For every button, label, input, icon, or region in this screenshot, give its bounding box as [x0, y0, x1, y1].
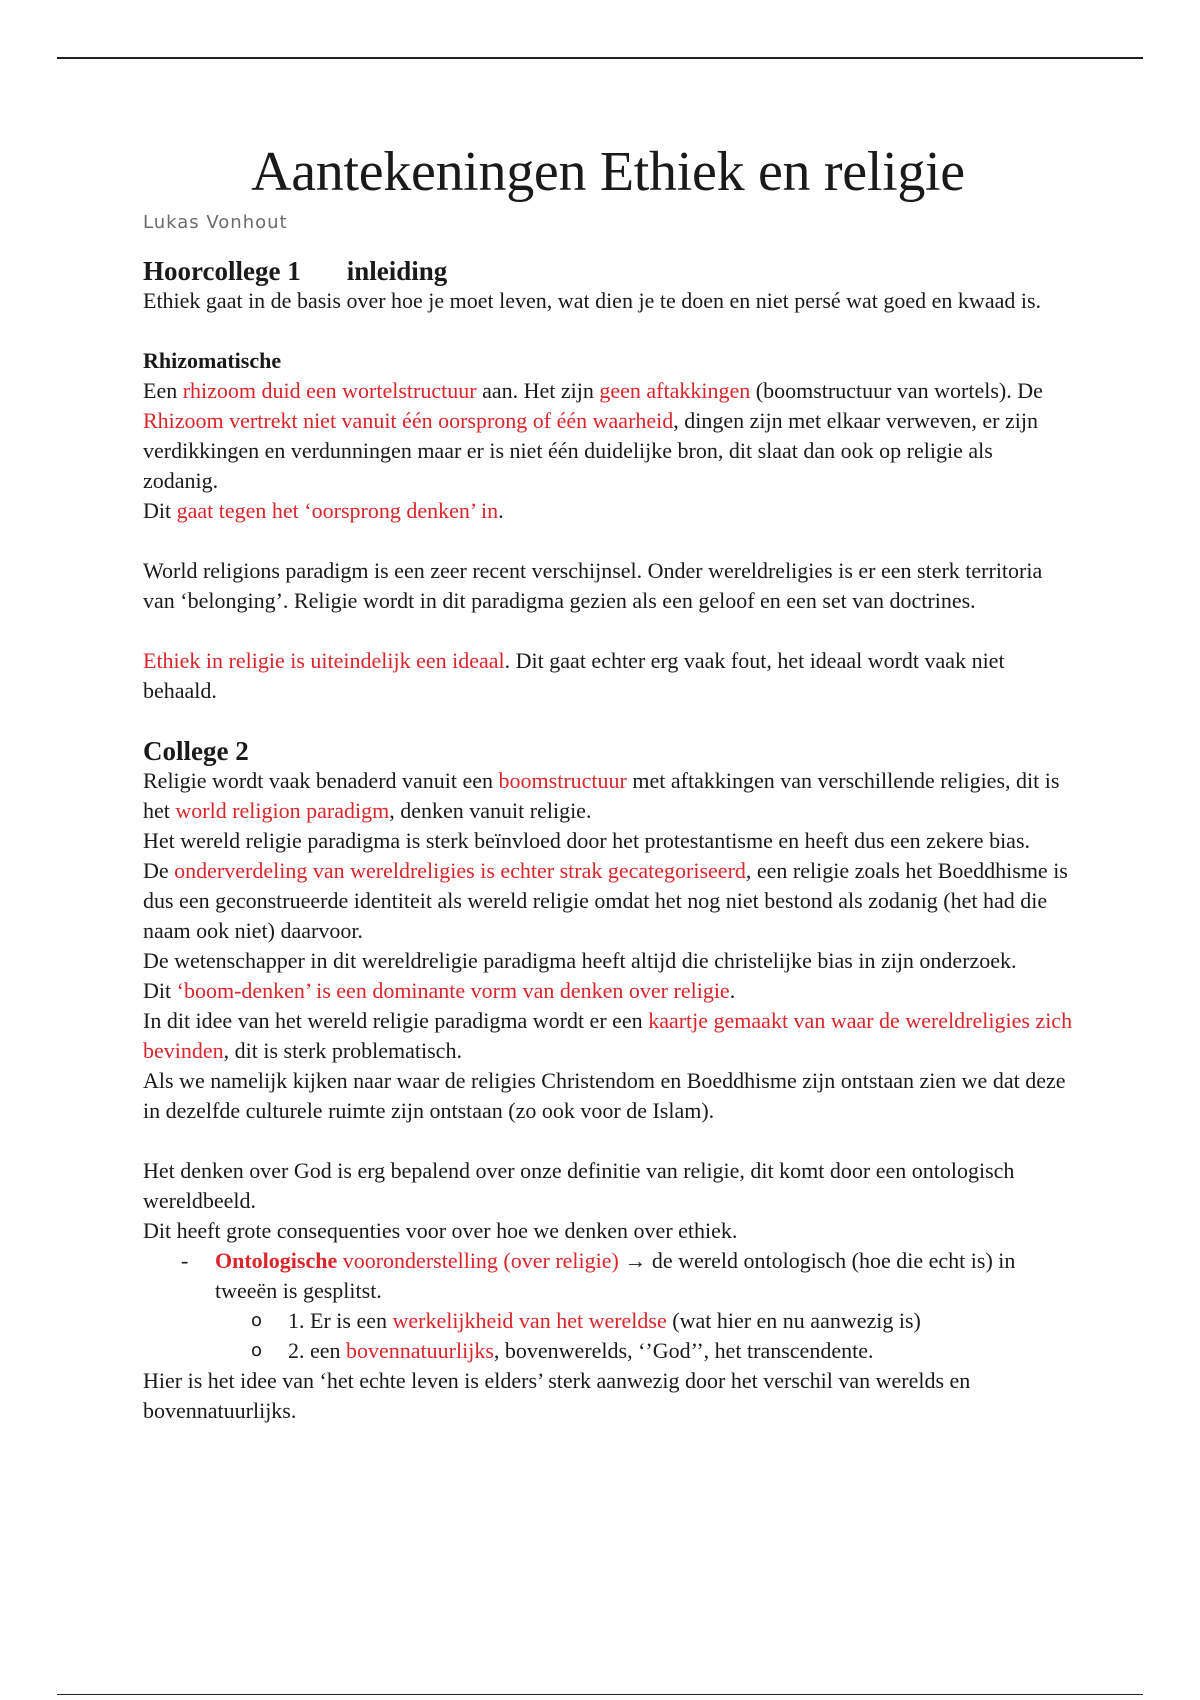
text-span: 2. een: [288, 1338, 347, 1363]
highlight-span: vooronderstelling (over religie): [337, 1248, 619, 1273]
section-heading-college-2: College 2: [143, 736, 249, 766]
list-item: [143, 1246, 1073, 1306]
highlight-span: kaartje gemaakt van waar de wereldreligies zich bevinden: [143, 1008, 1073, 1063]
text-span: De: [143, 858, 175, 883]
section-heading-label: Hoorcollege 1: [143, 256, 301, 286]
text-span: Religie wordt vaak benaderd vanuit een: [143, 768, 499, 793]
text-span: 1. Er is een: [288, 1308, 393, 1333]
text-span: In dit idee van het wereld religie paradigma wordt er een: [143, 1008, 649, 1033]
highlight-span: gaat tegen het ‘oorsprong denken’ in: [176, 498, 499, 523]
list-item: [143, 1336, 1073, 1366]
highlight-span: Ethiek in religie is uiteindelijk een ideaal: [143, 648, 505, 673]
text-span: met aftakkingen van verschillende religies, dit is het: [143, 768, 1060, 823]
text-span: Dit: [143, 978, 177, 1003]
origin-paragraph: [143, 496, 1073, 526]
college2-paragraph-2: Het wereld religie paradigma is sterk beïnvloed door het protestantisme en heeft dus een zekere bias.: [143, 828, 1031, 853]
text-span: .: [729, 978, 736, 1003]
college2-paragraph-7: Als we namelijk kijken naar waar de religies Christendom en Boeddhisme zijn ontstaan zien we dat deze in dezelfde culturele ruimte zijn ontstaan (zo ook voor de Islam).: [143, 1068, 1066, 1123]
college2-paragraph-6: [143, 1006, 1073, 1066]
highlight-span: rhizoom duid een wortelstructuur: [182, 378, 477, 403]
college2-paragraph-4: De wetenschapper in dit wereldreligie paradigma heeft altijd die christelijke bias in zijn onderzoek.: [143, 948, 1017, 973]
highlight-span: onderverdeling van wereldreligies is echter strak gecategoriseerd: [174, 858, 746, 883]
highlight-span: boomstructuur: [498, 768, 627, 793]
text-span: Een: [143, 378, 183, 403]
document-body: [143, 140, 1073, 1426]
document-author: Lukas Vonhout: [143, 212, 288, 233]
text-span: .: [498, 498, 504, 523]
world-religions-paragraph: World religions paradigm is een zeer recent verschijnsel. Onder wereldreligies is er een sterk territoria van ‘belonging’. Religie wordt in dit paradigma gezien als een geloof en een set van doctrines.: [143, 558, 1043, 613]
circle-marker: o: [251, 1310, 263, 1331]
highlight-span: geen aftakkingen: [599, 378, 751, 403]
bullet-list: [143, 1246, 1073, 1306]
text-span: Dit: [143, 498, 177, 523]
highlight-span: bovennatuurlijks: [346, 1338, 494, 1363]
list-item: [143, 1306, 1073, 1336]
college2-paragraph-9: Dit heeft grote consequenties voor over hoe we denken over ethiek.: [143, 1218, 738, 1243]
rhizome-paragraph: [143, 376, 1073, 496]
document-title: Aantekeningen Ethiek en religie: [251, 141, 965, 203]
highlight-span: ‘boom-denken’ is een dominante vorm van denken over religie: [176, 978, 730, 1003]
highlight-span: Rhizoom vertrekt niet vanuit één oorsprong of één waarheid: [143, 408, 674, 433]
text-span: , bovenwerelds, ‘’God’’, het transcendente.: [493, 1338, 874, 1363]
text-span: , dingen zijn met elkaar verweven, er zijn verdikkingen en verdunningen maar er is niet één duidelijke bron, dit slaat dan ook op religie als zodanig.: [143, 408, 1038, 493]
text-span: (wat hier en nu aanwezig is): [666, 1308, 921, 1333]
college2-paragraph-8: Het denken over God is erg bepalend over onze definitie van religie, dit komt door een ontologisch wereldbeeld.: [143, 1158, 1015, 1213]
sub-bullet-list: [143, 1306, 1073, 1366]
highlight-span: werkelijkheid van het wereldse: [392, 1308, 667, 1333]
text-span: aan. Het zijn: [476, 378, 600, 403]
section-subheading: inleiding: [346, 256, 448, 286]
text-span: , denken vanuit religie.: [389, 798, 592, 823]
dash-marker: -: [181, 1248, 189, 1273]
text-span: → de wereld ontologisch (hoe die echt is) in tweeën is gesplitst.: [215, 1248, 1016, 1303]
section-heading-hoorcollege-1: [143, 256, 1073, 286]
college2-paragraph-3: [143, 856, 1073, 946]
college2-paragraph-10: Hier is het idee van ‘het echte leven is elders’ sterk aanwezig door het verschil van werelds en bovennatuurlijks.: [143, 1368, 971, 1423]
bottom-rule: [57, 1694, 1143, 1695]
text-span: (boomstructuur van wortels). De: [750, 378, 1043, 403]
college2-paragraph-1: [143, 766, 1073, 826]
top-rule: [57, 57, 1143, 59]
highlight-span: Ontologische: [215, 1248, 338, 1273]
circle-marker: o: [251, 1340, 263, 1361]
college2-paragraph-5: [143, 976, 1073, 1006]
highlight-span: world religion paradigm: [175, 798, 390, 823]
ideal-paragraph: [143, 646, 1073, 706]
text-span: , een religie zoals het Boeddhisme is dus een geconstrueerde identiteit als wereld religie omdat het nog niet bestond als zodanig (het had die naam ook niet) daarvoor.: [143, 858, 1068, 943]
text-span: , dit is sterk problematisch.: [223, 1038, 462, 1063]
text-span: . Dit gaat echter erg vaak fout, het ideaal wordt vaak niet behaald.: [143, 648, 1005, 703]
intro-paragraph: Ethiek gaat in de basis over hoe je moet leven, wat dien je te doen en niet persé wat goed en kwaad is.: [143, 288, 1042, 313]
rhizome-heading: Rhizomatische: [143, 348, 282, 373]
